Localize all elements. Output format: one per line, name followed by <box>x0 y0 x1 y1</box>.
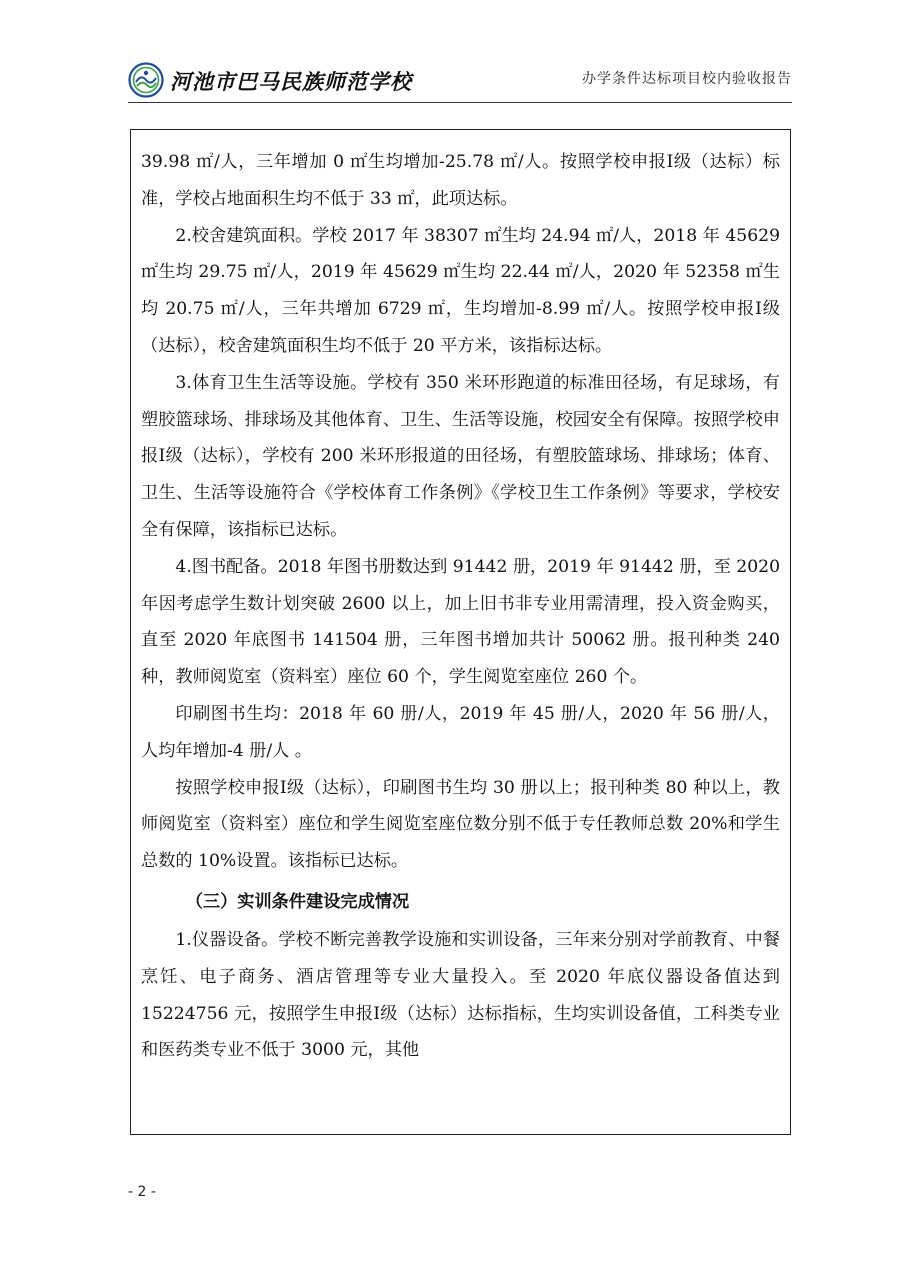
school-name: 河池市巴马民族师范学校 <box>170 69 412 94</box>
school-emblem-icon <box>128 62 164 98</box>
paragraph-building-area: 2.校舍建筑面积。学校 2017 年 38307 ㎡生均 24.94 ㎡/人，2018 年 45629 ㎡生均 29.75 ㎡/人，2019 年 45629 ㎡生均 22.44 ㎡/人，2020 年 52358 ㎡生均 20.75 ㎡/人，三年共增加 6729 ㎡，生均增加-8.99 ㎡/人。按照学校申报Ⅰ级（达标），校舍建筑面积生均不低于 20 平方米，该指标达标。 <box>141 225 780 356</box>
report-title: 办学条件达标项目校内验收报告 <box>582 71 792 87</box>
page-header <box>128 62 792 102</box>
paragraph-land-area-continued: 39.98 ㎡/人，三年增加 0 ㎡生均增加-25.78 ㎡/人。按照学校申报Ⅰ级（达标）标准，学校占地面积生均不低于 33 ㎡，此项达标。 <box>141 152 780 209</box>
paragraph-library-books: 4.图书配备。2018 年图书册数达到 91442 册，2019 年 91442 册，至 2020 年因考虑学生数计划突破 2600 以上，加上旧书非专业用需清理，投入资金购买，直至 2020 年底图书 141504 册，三年图书增加共计 50062 册。报刊种类 240 种，教师阅览室（资料室）座位 60 个，学生阅览室座位 260 个。 <box>141 556 781 688</box>
header-divider <box>128 102 792 103</box>
paragraph-books-per-student: 印刷图书生均：2018 年 60 册/人，2019 年 45 册/人，2020 年 56 册/人，人均年增加-4 册/人 。 <box>141 703 780 761</box>
paragraph-instruments-equipment: 1.仪器设备。学校不断完善教学设施和实训设备，三年来分别对学前教育、中餐烹饪、电子商务、酒店管理等专业大量投入。至 2020 年底仪器设备值达到 15224756 元，按照学生申报Ⅰ级（达标）达标指标，生均实训设备值，工科类专业和医药类专业不低于 3000 元，其他 <box>141 929 780 1061</box>
paragraph-sports-facilities: 3.体育卫生生活等设施。学校有 350 米环形跑道的标准田径场，有足球场，有塑胶篮球场、排球场及其他体育、卫生、生活等设施，校园安全有保障。按照学校申报Ⅰ级（达标），学校有 200 米环形报道的田径场，有塑胶篮球场、排球场；体育、卫生、生活等设施符合《学校体育工作条例》《学校卫生工作条例》等要求，学校安全有保障，该指标已达标。 <box>141 372 780 540</box>
paragraph-library-standard: 按照学校申报Ⅰ级（达标），印刷图书生均 30 册以上；报刊种类 80 种以上，教师阅览室（资料室）座位和学生阅览室座位数分别不低于专任教师总数 20%和学生总数的 10%设置。该指标已达标。 <box>141 777 780 872</box>
content-frame <box>130 129 791 1135</box>
section-heading-training-conditions: （三）实训条件建设完成情况 <box>185 891 410 912</box>
page-number: - 2 - <box>128 1184 156 1200</box>
